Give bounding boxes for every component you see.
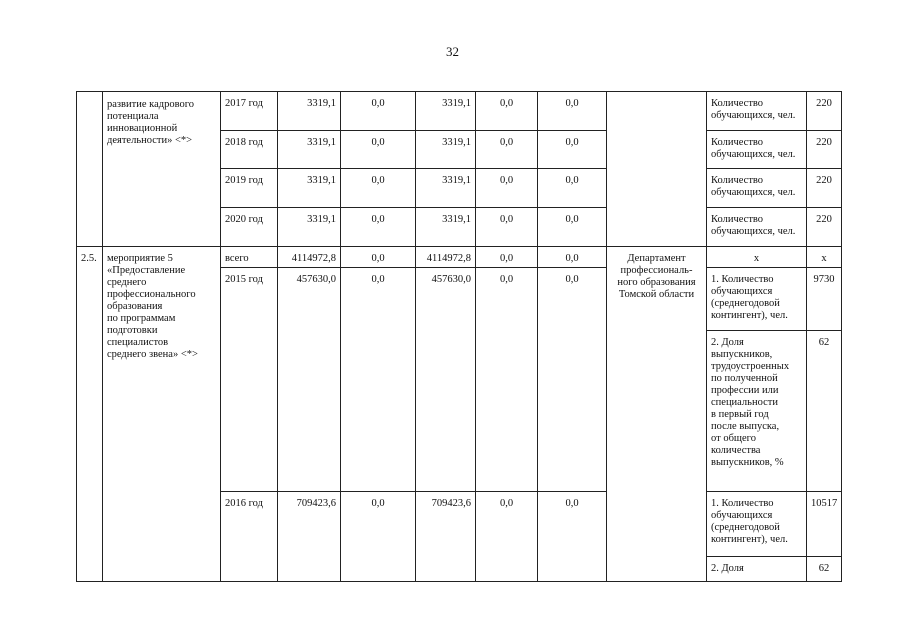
total-cell: 709423,6 — [278, 492, 341, 582]
other-cell: 0,0 — [538, 169, 607, 208]
indicator-cell: 2. Доля — [707, 557, 807, 582]
federal-cell: 0,0 — [341, 247, 416, 268]
regional-cell: 3319,1 — [416, 92, 476, 131]
indicator-cell: 1. Количество обучающихся (среднегодовой контингент), чел. — [707, 492, 807, 557]
department-cell — [607, 92, 707, 247]
target-value-cell: 62 — [807, 331, 842, 492]
regional-cell: 3319,1 — [416, 208, 476, 247]
federal-cell: 0,0 — [341, 92, 416, 131]
target-value-cell: 62 — [807, 557, 842, 582]
indicator-cell: x — [707, 247, 807, 268]
total-cell: 3319,1 — [278, 169, 341, 208]
local-cell: 0,0 — [476, 92, 538, 131]
local-cell: 0,0 — [476, 247, 538, 268]
year-cell: 2020 год — [221, 208, 278, 247]
year-cell: 2018 год — [221, 131, 278, 169]
target-value-cell: x — [807, 247, 842, 268]
table-row — [77, 92, 842, 131]
local-cell: 0,0 — [476, 131, 538, 169]
federal-cell: 0,0 — [341, 492, 416, 582]
indicator-cell: Количество обучающихся, чел. — [707, 169, 807, 208]
federal-cell: 0,0 — [341, 169, 416, 208]
regional-cell: 3319,1 — [416, 169, 476, 208]
federal-cell: 0,0 — [341, 131, 416, 169]
other-cell: 0,0 — [538, 208, 607, 247]
other-cell: 0,0 — [538, 268, 607, 492]
regional-cell: 709423,6 — [416, 492, 476, 582]
local-cell: 0,0 — [476, 268, 538, 492]
indicator-cell: Количество обучающихся, чел. — [707, 131, 807, 169]
regional-cell: 3319,1 — [416, 131, 476, 169]
target-value-cell: 9730 — [807, 268, 842, 331]
local-cell: 0,0 — [476, 492, 538, 582]
federal-cell: 0,0 — [341, 208, 416, 247]
activity-description: развитие кадрового потенциала инновационной деятельности» <*> — [103, 92, 221, 247]
regional-cell: 4114972,8 — [416, 247, 476, 268]
total-cell: 4114972,8 — [278, 247, 341, 268]
total-cell: 3319,1 — [278, 208, 341, 247]
program-table — [76, 91, 842, 582]
target-value-cell: 220 — [807, 208, 842, 247]
other-cell: 0,0 — [538, 492, 607, 582]
total-cell: 3319,1 — [278, 92, 341, 131]
total-cell: 457630,0 — [278, 268, 341, 492]
year-cell: 2016 год — [221, 492, 278, 582]
indicator-cell: 1. Количество обучающихся (среднегодовой контингент), чел. — [707, 268, 807, 331]
target-value-cell: 220 — [807, 169, 842, 208]
row-number-cell — [77, 92, 103, 247]
table-row — [77, 247, 842, 268]
total-cell: 3319,1 — [278, 131, 341, 169]
local-cell: 0,0 — [476, 169, 538, 208]
indicator-cell: 2. Доля выпускников, трудоустроенных по полученной профессии или специальности в первый год после выпуска, от общего количества выпускников, % — [707, 331, 807, 492]
other-cell: 0,0 — [538, 131, 607, 169]
indicator-cell: Количество обучающихся, чел. — [707, 208, 807, 247]
regional-cell: 457630,0 — [416, 268, 476, 492]
target-value-cell: 220 — [807, 92, 842, 131]
other-cell: 0,0 — [538, 92, 607, 131]
row-number-cell: 2.5. — [77, 247, 103, 582]
year-cell: всего — [221, 247, 278, 268]
activity-description: мероприятие 5 «Предоставление среднего профессионального образования по программам подготовки специалистов среднего звена» <*> — [103, 247, 221, 582]
year-cell: 2017 год — [221, 92, 278, 131]
local-cell: 0,0 — [476, 208, 538, 247]
department-cell: Департамент профессиональ- ного образования Томской области — [607, 247, 707, 582]
year-cell: 2015 год — [221, 268, 278, 492]
target-value-cell: 10517 — [807, 492, 842, 557]
other-cell: 0,0 — [538, 247, 607, 268]
target-value-cell: 220 — [807, 131, 842, 169]
year-cell: 2019 год — [221, 169, 278, 208]
federal-cell: 0,0 — [341, 268, 416, 492]
indicator-cell: Количество обучающихся, чел. — [707, 92, 807, 131]
page-number: 32 — [446, 44, 459, 59]
